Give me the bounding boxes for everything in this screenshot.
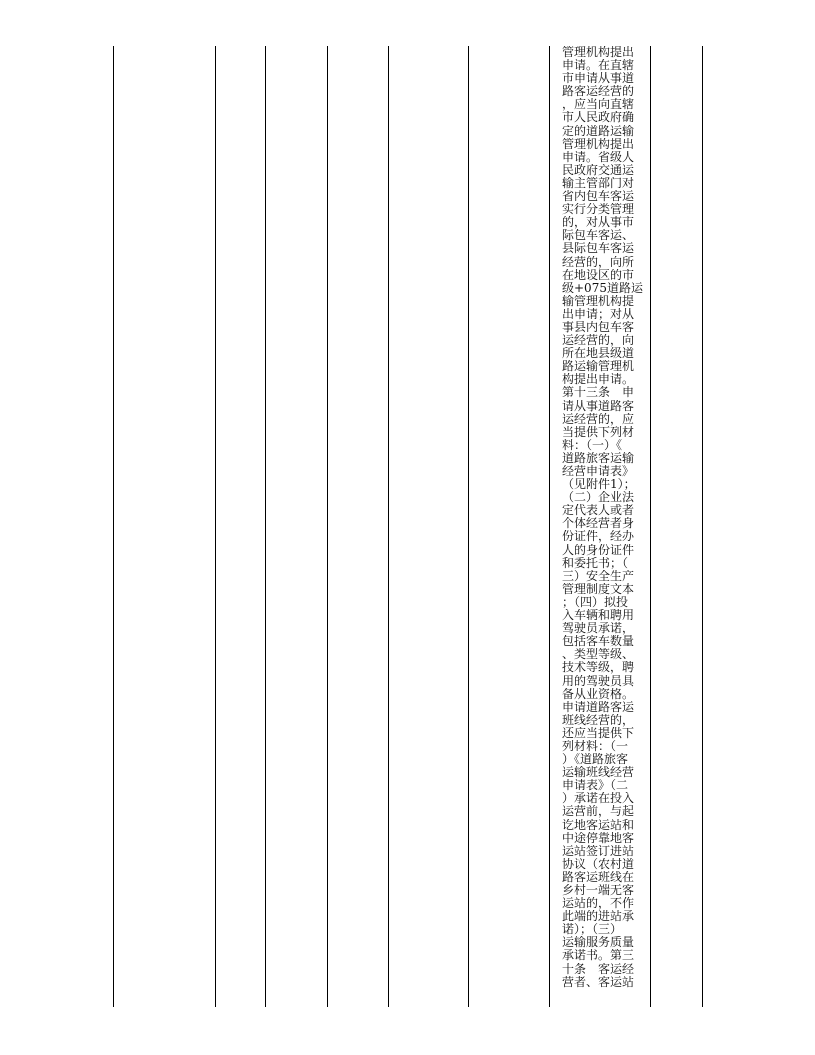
text-line: 路客运班线在 (562, 870, 635, 884)
table-column-border (650, 46, 651, 1007)
text-line: （见附件1）； (562, 478, 636, 492)
table-column-border (215, 46, 216, 1007)
text-line: 和委托书；（ (562, 556, 629, 570)
text-line: 诺）；（三） (562, 923, 623, 937)
text-line: 县际包车客运 (562, 242, 635, 256)
text-line: 用的驾驶员具 (562, 674, 635, 688)
text-line: 际包车客运、 (562, 229, 635, 243)
text-line: 定代表人或者 (562, 504, 635, 518)
text-line: 经营的，向所 (562, 255, 635, 269)
text-line: 班线经营的， (562, 713, 635, 727)
text-line: 在地设区的市 (562, 268, 635, 282)
text-line: 道路旅客运输 (562, 451, 635, 465)
text-line: 省内包车客运 (562, 190, 635, 204)
text-line: 承诺书。第三 (562, 949, 635, 963)
table-column-border (327, 46, 328, 1007)
text-line: 运经营的，向 (562, 334, 635, 348)
text-line: 管理机构提出 (562, 137, 635, 151)
text-line: 运输班线经营 (562, 766, 635, 780)
text-line: 市申请从事道 (562, 72, 635, 86)
text-line: 申请道路客运 (562, 700, 635, 714)
text-line: 乡村一端无客 (562, 884, 635, 897)
text-line: 份证件，经办 (562, 530, 635, 544)
text-line: 运站的，不作 (562, 897, 635, 911)
text-line: 所在地县级道 (562, 347, 635, 361)
text-line: ）承诺在投入 (562, 792, 635, 806)
text-line: 讫地客运站和 (562, 818, 635, 832)
text-line: 输主管部门对 (562, 176, 635, 190)
text-line: 管理机构提出 (562, 46, 635, 59)
text-line: 当提供下列材 (562, 425, 635, 439)
text-line: 事县内包车客 (562, 320, 635, 334)
text-line: 的，对从事市 (562, 216, 635, 230)
text-line: 驾驶员承诺， (562, 622, 635, 636)
text-line: 备从业资格。 (562, 687, 635, 701)
text-line: 管理制度文本 (562, 582, 635, 596)
text-line: 市人民政府确 (562, 111, 635, 125)
text-line: 运输服务质量 (562, 936, 635, 950)
text-line: ；（四）拟投 (562, 595, 629, 609)
text-line: 定的道路运输 (562, 124, 635, 138)
text-line: 入车辆和聘用 (562, 609, 635, 623)
text-line: 申请。在直辖 (562, 59, 635, 73)
text-line: 民政府交通运 (562, 163, 635, 177)
text-line: 还应当提供下 (562, 726, 635, 740)
text-line: 路客运经营的 (562, 85, 635, 99)
text-line: 协议（农村道 (562, 857, 635, 871)
text-line: 技术等级，聘 (562, 661, 635, 675)
text-line: 输管理机构提 (562, 294, 635, 308)
text-line: 级+075道路运 (562, 281, 643, 295)
text-line: 实行分类管理 (562, 203, 635, 217)
text-line: 申请。省级人 (562, 150, 635, 164)
text-line: 、类型等级、 (562, 648, 635, 662)
text-line: 人的身份证件 (562, 543, 635, 557)
text-line: 申请表》（二 (562, 779, 629, 793)
text-line: 列材料：（一 (562, 739, 629, 753)
text-line: （二）企业法 (562, 491, 635, 505)
text-line: ）《道路旅客 (562, 753, 629, 767)
text-line: 出申请；对从 (562, 307, 635, 321)
text-line: 中途停靠地客 (562, 831, 635, 845)
text-line: 经营申请表》 (562, 465, 635, 478)
text-line: 构提出申请。 (562, 373, 635, 387)
table-column-border (468, 46, 469, 1007)
table-column-border (702, 46, 703, 1007)
text-line: 十条 客运经 (562, 962, 635, 976)
text-line: 运经营的，应 (562, 412, 635, 426)
text-line: 路运输管理机 (562, 360, 635, 374)
text-line: 包括客车数量 (562, 635, 635, 649)
text-line: 料：（一）《 (562, 438, 623, 452)
text-line: 运营前，与起 (562, 805, 635, 819)
text-line: 个体经营者身 (562, 517, 635, 531)
text-line: 此端的进站承 (562, 910, 635, 924)
table-column-border (388, 46, 389, 1007)
table-column-border (549, 46, 550, 1007)
text-line: 运站签订进站 (562, 844, 635, 858)
legal-text-cell (562, 46, 644, 989)
text-line: 三）安全生产 (562, 569, 635, 583)
text-line: 请从事道路客 (562, 399, 635, 413)
text-line: 第十三条 申 (562, 386, 635, 400)
text-line: ，应当向直辖 (562, 98, 635, 112)
table-column-border (265, 46, 266, 1007)
text-line: 营者、客运站 (562, 975, 635, 989)
table-column-border (113, 46, 114, 1007)
